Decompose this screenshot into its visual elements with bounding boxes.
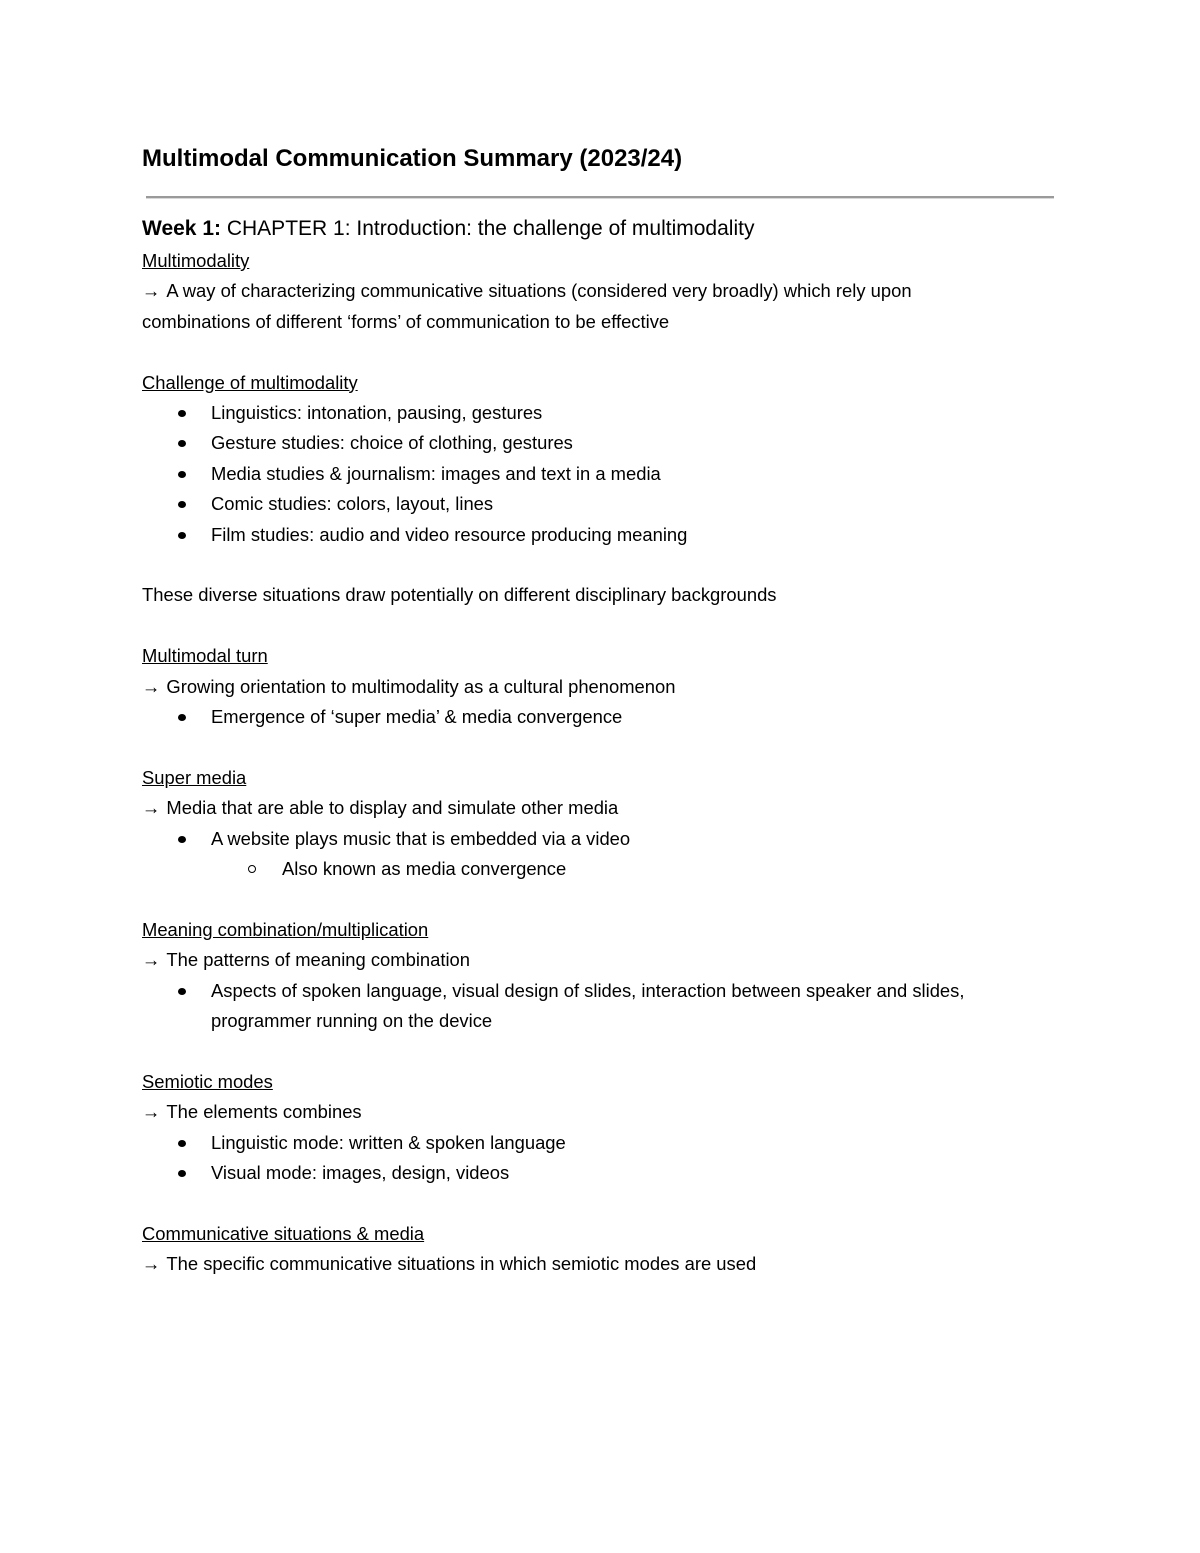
list-item	[142, 976, 1072, 1037]
week-heading	[142, 212, 1072, 246]
list-item: Linguistics: intonation, pausing, gestures	[142, 398, 1072, 428]
list-item: Linguistic mode: written & spoken language	[142, 1128, 1072, 1158]
definition-multimodality-continued: combinations of different ‘forms’ of communication to be effective	[142, 310, 670, 332]
list-item-line: Aspects of spoken language, visual design of slides, interaction between speaker and slides,	[211, 979, 965, 1001]
definition-text: A way of characterizing communicative situations (considered very broadly) which rely upon	[166, 280, 912, 302]
super-media-sublist	[142, 854, 1072, 884]
challenge-list	[142, 398, 1072, 550]
definition-text: The elements combines	[166, 1101, 362, 1123]
definition-communicative-situations	[142, 1249, 1072, 1279]
section-title-communicative-situations: Communicative situations & media	[142, 1222, 425, 1244]
list-item: Emergence of ‘super media’ & media convergence	[142, 702, 1072, 732]
arrow-icon: →	[142, 797, 161, 819]
document-body	[142, 212, 1072, 1280]
section-title-super-media: Super media	[142, 766, 247, 788]
arrow-icon: →	[142, 1253, 161, 1275]
chapter-label: CHAPTER 1	[226, 217, 345, 240]
spacer	[142, 732, 1072, 762]
list-item: A website plays music that is embedded via a video	[142, 824, 1072, 854]
definition-multimodality	[142, 276, 1072, 306]
section-title-semiotic-modes: Semiotic modes	[142, 1070, 273, 1092]
spacer	[142, 611, 1072, 641]
arrow-icon: →	[142, 675, 161, 697]
section-title-meaning-combination: Meaning combination/multiplication	[142, 918, 429, 940]
list-item: Media studies & journalism: images and text in a media	[142, 459, 1072, 489]
section-title-challenge: Challenge of multimodality	[142, 371, 358, 393]
spacer	[142, 1036, 1072, 1066]
challenge-note: These diverse situations draw potentially on different disciplinary backgrounds	[142, 584, 777, 606]
spacer	[142, 884, 1072, 914]
definition-multimodal-turn	[142, 672, 1072, 702]
definition-super-media	[142, 793, 1072, 823]
definition-text: The patterns of meaning combination	[166, 949, 471, 971]
list-item: Comic studies: colors, layout, lines	[142, 489, 1072, 519]
arrow-icon: →	[142, 280, 161, 302]
spacer	[142, 1189, 1072, 1219]
multimodal-turn-list	[142, 702, 1072, 732]
chapter-title: Introduction: the challenge of multimodality	[356, 217, 755, 240]
section-title-multimodal-turn: Multimodal turn	[142, 645, 268, 667]
spacer	[142, 337, 1072, 367]
definition-meaning-combination	[142, 945, 1072, 975]
definition-text: Media that are able to display and simulate other media	[166, 797, 619, 819]
list-item: Film studies: audio and video resource producing meaning	[142, 520, 1072, 550]
chapter-separator: :	[344, 217, 351, 240]
sub-list-item: Also known as media convergence	[142, 854, 1072, 884]
semiotic-modes-list	[142, 1128, 1072, 1189]
definition-text: Growing orientation to multimodality as a cultural phenomenon	[166, 675, 676, 697]
title-divider	[146, 196, 1054, 199]
spacer	[142, 550, 1072, 580]
document-title: Multimodal Communication Summary (2023/24)	[142, 145, 683, 172]
list-item: Gesture studies: choice of clothing, gestures	[142, 428, 1072, 458]
meaning-combination-list	[142, 976, 1072, 1037]
arrow-icon: →	[142, 949, 161, 971]
super-media-list	[142, 824, 1072, 854]
definition-text: The specific communicative situations in which semiotic modes are used	[166, 1253, 757, 1275]
definition-semiotic-modes	[142, 1097, 1072, 1127]
arrow-icon: →	[142, 1101, 161, 1123]
week-label: Week 1:	[142, 217, 221, 240]
list-item: Visual mode: images, design, videos	[142, 1158, 1072, 1188]
section-title-multimodality: Multimodality	[142, 250, 250, 271]
list-item-line: programmer running on the device	[211, 1010, 493, 1032]
